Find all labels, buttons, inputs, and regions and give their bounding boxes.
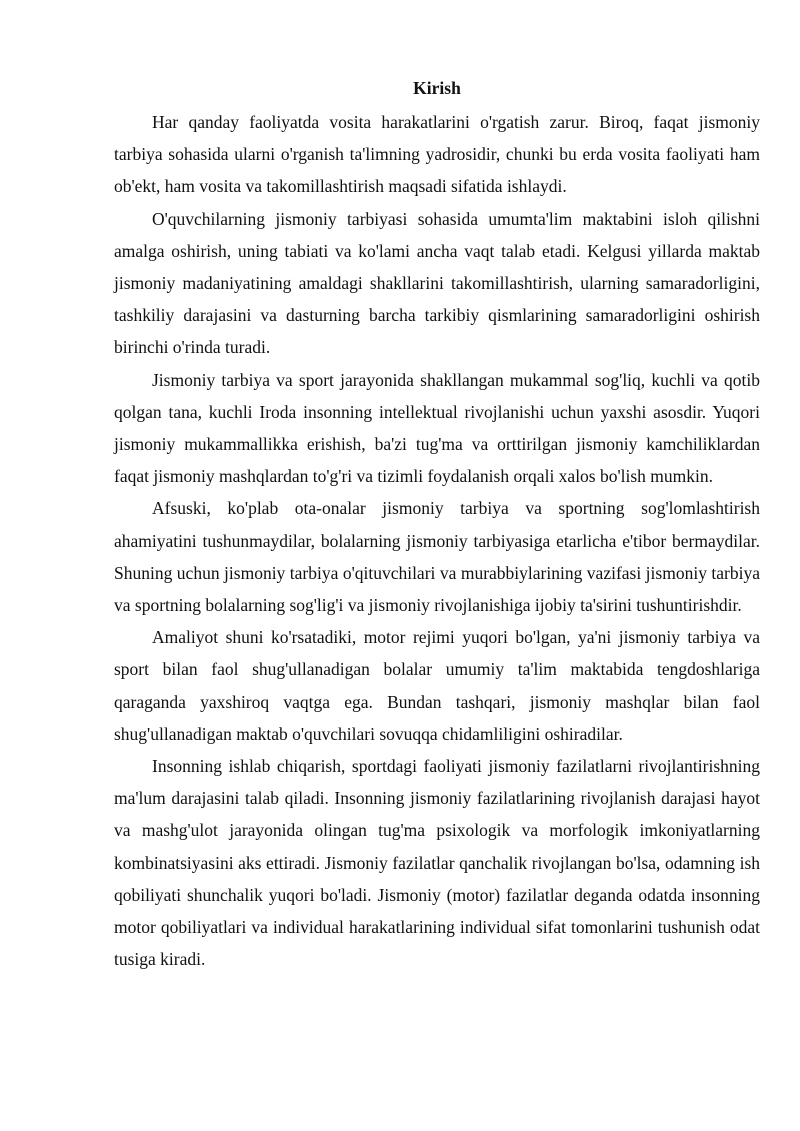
paragraph: O'quvchilarning jismoniy tarbiyasi sohasida umumta'lim maktabini isloh qilishni amalga oshirish, uning tabiati va ko'lami ancha vaqt talab etadi. Kelgusi yillarda maktab jismoniy madaniyatining amaldagi shakllarini takomillashtirish, ularning samaradorligini, tashkiliy darajasini va dasturning barcha tarkibiy qismlarining samaradorligini oshirish birinchi o'rinda turadi. <box>114 208 760 358</box>
section-title: Kirish <box>413 78 461 98</box>
paragraph: Amaliyot shuni ko'rsatadiki, motor rejimi yuqori bo'lgan, ya'ni jismoniy tarbiya va sport bilan faol shug'ullanadigan bolalar umumiy ta'lim maktabida tengdoshlariga qaraganda yaxshiroq vaqtga ega. Bundan tashqari, jismoniy mashqlar bilan faol shug'ullanadigan maktab o'quvchilari sovuqqa chidamliligini oshiradilar. <box>114 627 760 744</box>
paragraph: Jismoniy tarbiya va sport jarayonida shakllangan mukammal sog'liq, kuchli va qotib qolgan tana, kuchli Iroda insonning intellektual rivojlanishi uchun yaxshi asosdir. Yuqori jismoniy mukammallikka erishish, ba'zi tug'ma va orttirilgan jismoniy kamchiliklardan faqat jismoniy mashqlardan to'g'ri va tizimli foydalanish orqali xalos bo'lish mumkin. <box>114 369 760 487</box>
document-page <box>114 74 760 975</box>
paragraph: Afsuski, ko'plab ota-onalar jismoniy tarbiya va sportning sog'lomlashtirish ahamiyatini tushunmaydilar, bolalarning jismoniy tarbiyasiga etarlicha e'tibor bermaydilar. Shuning uchun jismoniy tarbiya o'qituvchilari va murabbiylarining vazifasi jismoniy tarbiya va sportning bolalarning sog'lig'i va jismoniy rivojlanishiga ijobiy ta'sirini tushuntirishdir. <box>114 498 760 616</box>
paragraph: Har qanday faoliyatda vosita harakatlarini o'rgatish zarur. Biroq, faqat jismoniy tarbiya sohasida ularni o'rganish ta'limning yadrosidir, chunki bu erda vosita faoliyati ham ob'ekt, ham vosita va takomillashtirish maqsadi sifatida ishlaydi. <box>114 112 760 197</box>
paragraph: Insonning ishlab chiqarish, sportdagi faoliyati jismoniy fazilatlarni rivojlantirishning ma'lum darajasini talab qiladi. Insonning jismoniy fazilatlarining rivojlanish darajasi hayot va mashg'ulot jarayonida olingan tug'ma psixologik va morfologik imkoniyatlarning kombinatsiyasini aks ettiradi. Jismoniy fazilatlar qanchalik rivojlangan bo'lsa, odamning ish qobiliyati shunchalik yuqori bo'ladi. Jismoniy (motor) fazilatlar deganda odatda insonning motor qobiliyatlari va individual harakatlarining individual sifat tomonlarini tushunish odat tusiga kiradi. <box>114 756 760 970</box>
